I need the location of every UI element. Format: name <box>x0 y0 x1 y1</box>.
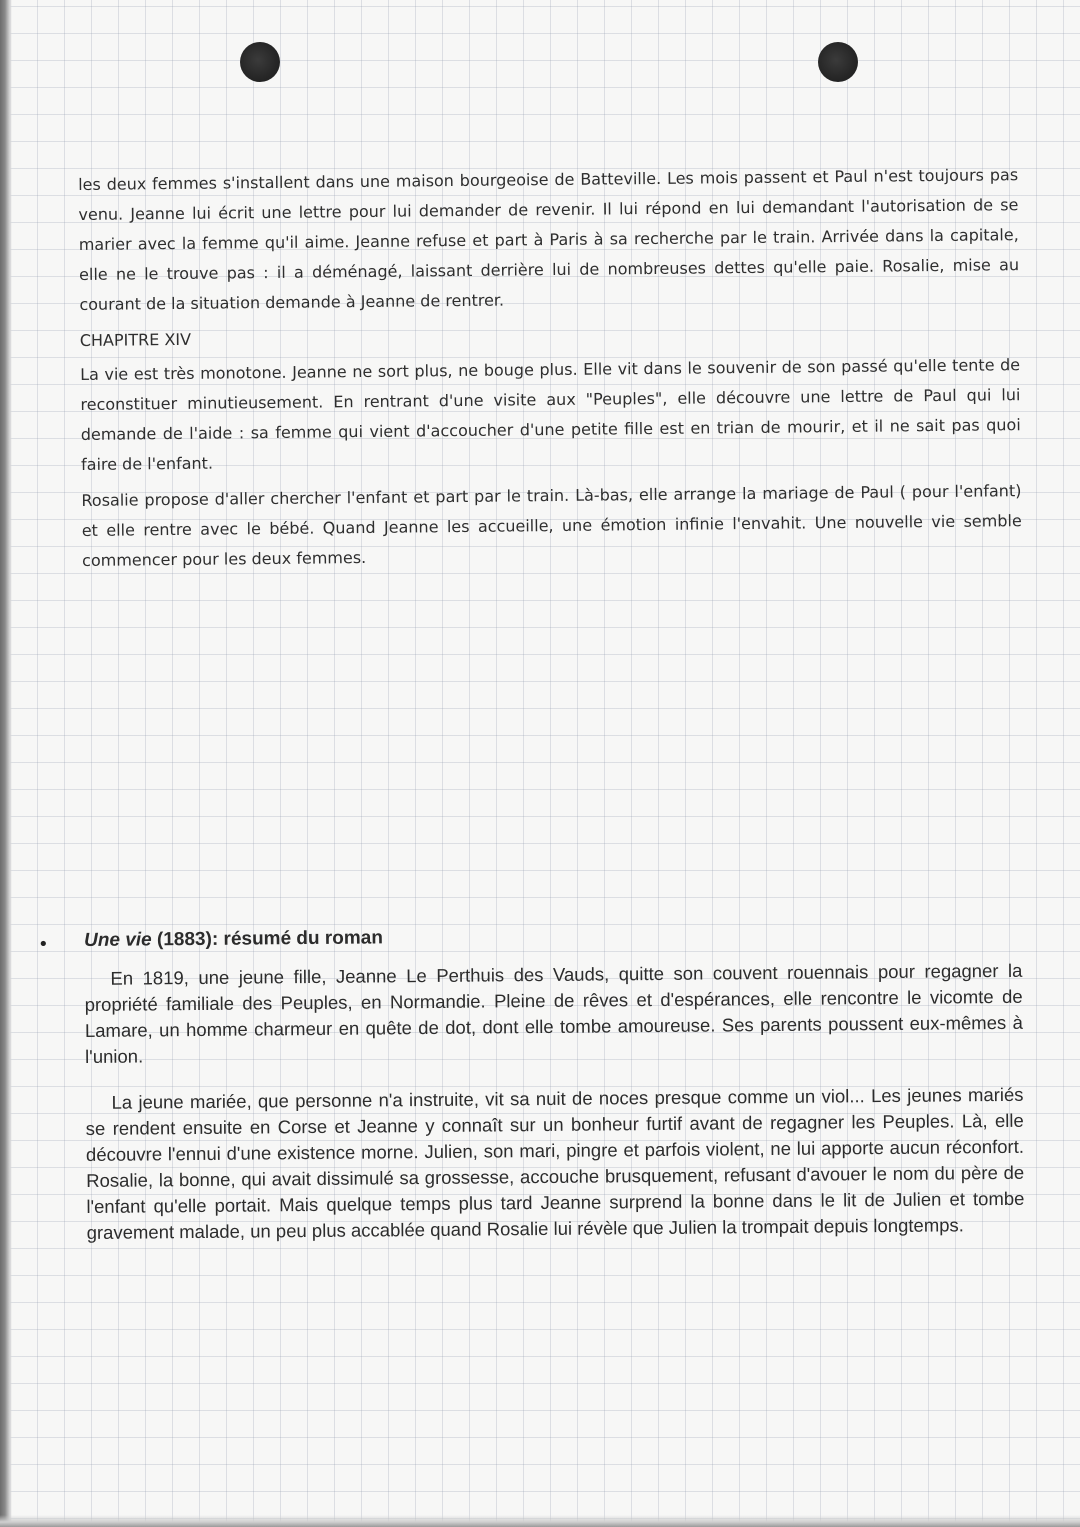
summary-heading-subtitle: (1883): résumé du roman <box>151 927 384 951</box>
summary-paragraph-wedding: La jeune mariée, que personne n'a instruite, vit sa nuit de noces presque comme un viol... Les jeunes mariés se rendent ensuite en Corse et Jeanne y connaît sur un bonheur furtif avant de regagner les Peuples. Là, elle découvre l'ennui d'une existence morne. Julien, son mari, pingre et parfois violent, ne lui apporte aucun réconfort. Rosalie, la bonne, qui avait dissimulé sa grossesse, accouche brusquement, refusant d'avouer le nom du père de l'enfant qu'elle portait. Mais quelque temps plus tard Jeanne surprend la bonne dans le lit de Julien et tombe gravement malade, un peu plus accablée quand Rosalie lui révèle que Julien la trompait depuis longtemps. <box>85 1083 1025 1243</box>
punch-hole-right <box>818 42 858 82</box>
novel-summary-section <box>84 920 1025 1266</box>
summary-heading-title: Une vie <box>84 929 152 951</box>
printed-summary-continuation <box>78 160 1022 582</box>
notebook-margin-line <box>0 0 12 1527</box>
summary-paragraph-1819: En 1819, une jeune fille, Jeanne Le Perthuis des Vauds, quitte son couvent rouennais pour regagner la propriété familiale des Peuples, en Normandie. Pleine de rêves et d'espérances, elle rencontre le vicomte de Lamare, un homme charmeur en quête de dot, dont elle tombe amoureuse. Ses parents poussent eux-mêmes à l'union. <box>84 959 1023 1067</box>
chapter-heading: CHAPITRE XIV <box>79 329 192 350</box>
punch-hole-left <box>240 42 280 82</box>
paragraph-batteville: les deux femmes s'installent dans une maison bourgeoise de Batteville. Les mois passent et Paul n'est toujours pas venu. Jeanne lui écrit une lettre pour lui demander de revenir. Il lui répond en lui demandant l'autorisation de se marier avec la femme qu'il aime. Jeanne refuse et part à Paris à sa recherche par le train. Arrivée dans la capitale, elle ne le trouve pas : il a déménagé, laissant derrière lui de nombreuses dettes qu'elle paie. Rosalie, mise au courant de la situation demande à Jeanne de rentrer. <box>78 165 1020 314</box>
paragraph-rosalie-baby: Rosalie propose d'aller chercher l'enfant et part par le train. Là-bas, elle arrange la mariage de Paul ( pour l'enfant) et elle rentre avec le bébé. Quand Jeanne les accueille, une émotion infinie l'envahit. Une nouvelle vie semble commencer pour les deux femmes. <box>81 481 1022 570</box>
paragraph-monotone: La vie est très monotone. Jeanne ne sort plus, ne bouge plus. Elle vit dans le souvenir de son passé qu'elle tente de reconstituer minutieusement. En rentrant d'une visite aux "Peuples", elle découvre une lettre de Paul qui lui demande de l'aide : sa femme qui vient d'accoucher d'une petite fille est en trian de mourir, et il ne sait pas quoi faire de l'enfant. <box>80 355 1021 474</box>
bullet-point: • <box>38 934 49 955</box>
summary-heading <box>84 920 1022 954</box>
page-bottom-edge <box>0 1515 1080 1527</box>
